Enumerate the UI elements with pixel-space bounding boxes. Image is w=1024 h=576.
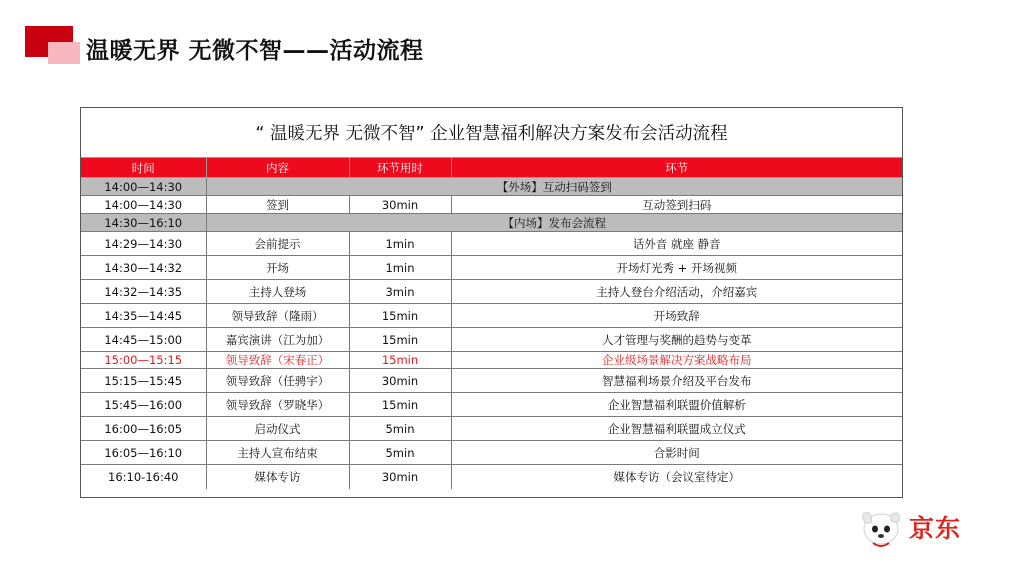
- cell-time: 14:00—14:30: [81, 196, 206, 214]
- section-row: [81, 214, 902, 232]
- table-row: [81, 304, 902, 328]
- cell-duration: 3min: [349, 280, 451, 304]
- table-row: [81, 393, 902, 417]
- cell-duration: 30min: [349, 369, 451, 393]
- cell-duration: 30min: [349, 465, 451, 489]
- title-decoration-light: [48, 42, 80, 64]
- cell-duration: 30min: [349, 196, 451, 214]
- table-row: [81, 256, 902, 280]
- schedule-table-frame: [80, 107, 903, 498]
- table-row: [81, 417, 902, 441]
- table-row: [81, 232, 902, 256]
- header-time: 时间: [81, 158, 206, 178]
- cell-duration: 15min: [349, 304, 451, 328]
- cell-section-label: 【内场】发布会流程: [206, 214, 902, 232]
- jd-logo-text: 京东: [909, 514, 962, 543]
- cell-time: 16:05—16:10: [81, 441, 206, 465]
- cell-segment: 合影时间: [451, 441, 902, 465]
- cell-time: 14:00—14:30: [81, 178, 206, 196]
- cell-time: 14:30—14:32: [81, 256, 206, 280]
- cell-segment: 企业智慧福利联盟价值解析: [451, 393, 902, 417]
- cell-time: 14:45—15:00: [81, 328, 206, 352]
- cell-content: 媒体专访: [206, 465, 349, 489]
- cell-time: 14:29—14:30: [81, 232, 206, 256]
- cell-segment: 媒体专访（会议室待定）: [451, 465, 902, 489]
- cell-content: 领导致辞（隆雨）: [206, 304, 349, 328]
- table-title: “ 温暖无界 无微不智” 企业智慧福利解决方案发布会活动流程: [255, 124, 728, 144]
- header-duration: 环节用时: [349, 158, 451, 178]
- cell-time: 15:45—16:00: [81, 393, 206, 417]
- cell-content: 嘉宾演讲（江为加）: [206, 328, 349, 352]
- cell-content: 主持人登场: [206, 280, 349, 304]
- section-row: [81, 178, 902, 196]
- slide-title: 温暖无界 无微不智——活动流程: [86, 38, 424, 64]
- cell-duration: 15min: [349, 328, 451, 352]
- header-content: 内容: [206, 158, 349, 178]
- cell-segment: 智慧福利场景介绍及平台发布: [451, 369, 902, 393]
- table-row: [81, 280, 902, 304]
- cell-segment: 互动签到扫码: [451, 196, 902, 214]
- table-row: [81, 352, 902, 369]
- cell-segment: 主持人登台介绍活动，介绍嘉宾: [451, 280, 902, 304]
- cell-content: 主持人宣布结束: [206, 441, 349, 465]
- schedule-body: [81, 178, 902, 489]
- cell-content: 会前提示: [206, 232, 349, 256]
- cell-time: 15:00—15:15: [81, 352, 206, 369]
- cell-duration: 1min: [349, 256, 451, 280]
- cell-duration: 5min: [349, 441, 451, 465]
- table-header-row: [81, 158, 902, 178]
- table-row: [81, 465, 902, 489]
- table-row: [81, 441, 902, 465]
- header-segment: 环节: [451, 158, 902, 178]
- schedule-table: [81, 157, 902, 489]
- cell-segment: 开场致辞: [451, 304, 902, 328]
- cell-time: 14:35—14:45: [81, 304, 206, 328]
- cell-content: 开场: [206, 256, 349, 280]
- table-row: [81, 369, 902, 393]
- cell-time: 15:15—15:45: [81, 369, 206, 393]
- cell-content: 领导致辞（任骋宇）: [206, 369, 349, 393]
- cell-duration: 15min: [349, 352, 451, 369]
- cell-time: 14:32—14:35: [81, 280, 206, 304]
- cell-segment: 话外音 就座 静音: [451, 232, 902, 256]
- table-row: [81, 196, 902, 214]
- cell-content: 领导致辞（宋春正）: [206, 352, 349, 369]
- cell-segment: 企业智慧福利联盟成立仪式: [451, 417, 902, 441]
- cell-segment: 开场灯光秀 + 开场视频: [451, 256, 902, 280]
- cell-segment: 人才管理与奖酬的趋势与变革: [451, 328, 902, 352]
- cell-time: 14:30—16:10: [81, 214, 206, 232]
- table-row: [81, 328, 902, 352]
- cell-section-label: 【外场】互动扫码签到: [206, 178, 902, 196]
- cell-content: 启动仪式: [206, 417, 349, 441]
- cell-time: 16:00—16:05: [81, 417, 206, 441]
- cell-duration: 5min: [349, 417, 451, 441]
- cell-content: 签到: [206, 196, 349, 214]
- cell-content: 领导致辞（罗晓华）: [206, 393, 349, 417]
- cell-segment: 企业级场景解决方案战略布局: [451, 352, 902, 369]
- cell-time: 16:10-16:40: [81, 465, 206, 489]
- cell-duration: 1min: [349, 232, 451, 256]
- cell-duration: 15min: [349, 393, 451, 417]
